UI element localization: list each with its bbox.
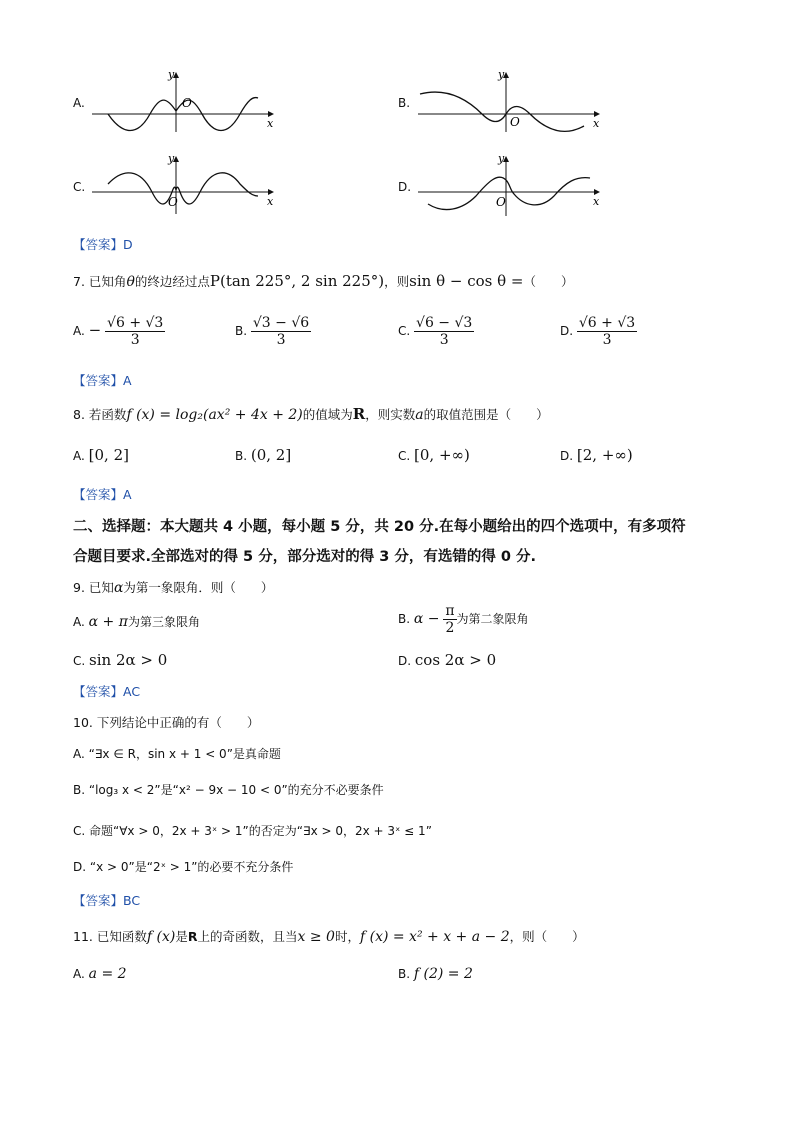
fraction: $\frac{√3 - √6}{3}$: [252, 315, 310, 348]
graph-d-x: x: [593, 195, 600, 208]
q11-text: 是: [175, 929, 188, 944]
q7-option-b[interactable]: [235, 315, 311, 348]
q11-stem: [73, 927, 585, 945]
q8-option-b[interactable]: [235, 446, 291, 464]
graph-a-y: y: [168, 68, 175, 81]
option-label: C.: [73, 654, 86, 668]
answer-value: A: [123, 487, 132, 502]
q7-option-a[interactable]: [73, 315, 165, 348]
option-label: B.: [235, 324, 248, 338]
option-label: A.: [73, 324, 85, 338]
graph-b-label: B.: [398, 96, 411, 110]
answer-value: AC: [123, 684, 141, 699]
q9-stem: [73, 578, 273, 596]
q7-stem: [73, 272, 573, 290]
graph-c-y: y: [168, 152, 175, 165]
option-label: B.: [398, 612, 411, 626]
option-label: D.: [560, 324, 574, 338]
option-label: C.: [398, 449, 411, 463]
graph-b-y: y: [498, 68, 505, 81]
answer-tag: 【答案】: [73, 237, 124, 252]
q10-answer: [73, 891, 140, 909]
graph-c-x: x: [267, 195, 274, 208]
graph-c: [88, 150, 288, 220]
q7-point: P(tan 225°, 2 sin 225°): [209, 272, 385, 290]
q11-text: ，则（ ）: [509, 929, 585, 944]
section-heading-line2: 合题目要求.全部选对的得 5 分，部分选对的得 3 分，有选错的得 0 分.: [73, 549, 537, 565]
option-math: sin 2α > 0: [89, 651, 168, 669]
q9-option-b[interactable]: [398, 603, 529, 636]
graph-d-label: D.: [398, 180, 412, 194]
question-number: 10.: [73, 715, 93, 730]
graph-c-label: C.: [73, 180, 86, 194]
q11-text: 时，: [334, 929, 360, 944]
graph-a: [88, 66, 288, 136]
answer-tag: 【答案】: [73, 487, 124, 502]
answer-value: BC: [123, 893, 141, 908]
graph-c-origin: O: [168, 195, 178, 209]
q10-option-b[interactable]: B. “log₃ x < 2”是“x² − 9x − 10 < 0”的充分不必要条件: [73, 783, 384, 797]
q9-text: 为第一象限角．则（ ）: [123, 580, 274, 595]
option-value: (0, 2]: [250, 446, 292, 464]
q11-R: R: [187, 929, 198, 944]
option-label: B.: [235, 449, 248, 463]
q8-R: R: [352, 405, 366, 423]
graph-d: [414, 150, 614, 220]
q9-option-c[interactable]: [73, 651, 167, 669]
q8-answer: [73, 485, 132, 503]
q7-paren: （ ）: [523, 274, 574, 289]
option-label: B.: [398, 967, 411, 981]
option-label: A.: [73, 615, 85, 629]
option-text: 为第二象限角: [456, 612, 529, 626]
question-number: 9.: [73, 580, 85, 595]
q11-expr: f (x) = x² + x + a − 2: [359, 929, 510, 945]
fraction: $\frac{\pi}{2}$: [445, 603, 455, 636]
section-heading-line1: 二、选择题：本大题共 4 小题，每小题 5 分，共 20 分.在每小题给出的四个选项中，有多项符: [73, 519, 686, 535]
option-math: a = 2: [88, 966, 127, 982]
option-value: [0, 2]: [88, 446, 129, 464]
q8-stem: [73, 405, 549, 423]
q9-alpha: α: [113, 580, 124, 596]
q11-text: 上的奇函数，且当: [197, 929, 298, 944]
q9-option-d[interactable]: [398, 651, 496, 669]
option-math: f (2) = 2: [413, 966, 473, 982]
q8-text: 若函数: [88, 407, 127, 422]
q7-expr: sin θ − cos θ =: [409, 272, 524, 290]
fraction: $\frac{√6 + √3}{3}$: [107, 315, 164, 348]
q8-option-a[interactable]: [73, 446, 129, 464]
q6-answer: [73, 235, 133, 253]
graph-a-origin: O: [182, 96, 192, 110]
q8-text: 的取值范围是（ ）: [423, 407, 549, 422]
q10-option-a[interactable]: A. “∃x ∈ R，sin x + 1 < 0”是真命题: [73, 747, 281, 761]
question-number: 11.: [73, 929, 93, 944]
q10-option-c[interactable]: C. 命题“∀x > 0，2x + 3ˣ > 1”的否定为“∃x > 0，2x + 3ˣ ≤ 1”: [73, 824, 432, 838]
option-label: C.: [398, 324, 411, 338]
graph-b-origin: O: [510, 115, 520, 129]
q7-text: 的终边经过点: [134, 274, 210, 289]
fraction: $\frac{√6 - √3}{3}$: [416, 315, 473, 348]
option-math: cos 2α > 0: [414, 651, 497, 669]
q7-option-c[interactable]: [398, 315, 474, 348]
option-math: α + π: [88, 614, 128, 630]
option-value: [2, +∞): [576, 446, 633, 464]
q10-stem: [73, 713, 259, 731]
option-label: D.: [398, 654, 412, 668]
q8-a: a: [415, 407, 424, 423]
question-number: 8.: [73, 407, 85, 422]
q7-text: ，则: [384, 274, 410, 289]
graph-b-x: x: [593, 117, 600, 130]
option-math: α −: [413, 611, 440, 627]
option-text: 为第三象限角: [127, 615, 200, 629]
q7-answer: [73, 371, 132, 389]
q7-text: 已知角: [88, 274, 127, 289]
fraction: $\frac{√6 + √3}{3}$: [578, 315, 636, 348]
graph-b: [414, 66, 614, 136]
q11-text: 已知函数: [96, 929, 147, 944]
q7-theta: θ: [126, 274, 135, 290]
option-sign: −: [88, 321, 102, 339]
graph-d-y: y: [498, 152, 505, 165]
q8-text: ，则实数: [365, 407, 416, 422]
answer-tag: 【答案】: [73, 684, 124, 699]
option-label: A.: [73, 967, 85, 981]
q10-option-d[interactable]: D. “x > 0”是“2ˣ > 1”的必要不充分条件: [73, 860, 294, 874]
q7-option-d[interactable]: [560, 315, 637, 348]
q9-text: 已知: [88, 580, 114, 595]
answer-tag: 【答案】: [73, 893, 124, 908]
question-number: 7.: [73, 274, 85, 289]
q9-option-a[interactable]: [73, 613, 200, 630]
q11-option-b[interactable]: [398, 966, 473, 982]
q10-text: 下列结论中正确的有（ ）: [96, 715, 260, 730]
q8-function: f (x) = log₂(ax² + 4x + 2): [126, 407, 303, 423]
q8-option-c[interactable]: [398, 446, 470, 464]
graph-a-label: A.: [73, 96, 85, 110]
q11-option-a[interactable]: [73, 966, 127, 982]
answer-value: A: [123, 373, 132, 388]
graph-a-x: x: [267, 117, 274, 130]
graph-d-origin: O: [496, 195, 506, 209]
q11-cond: x ≥ 0: [297, 929, 335, 945]
option-value: [0, +∞): [414, 446, 470, 464]
answer-tag: 【答案】: [73, 373, 124, 388]
q11-f: f (x): [146, 929, 176, 945]
q9-answer: [73, 682, 140, 700]
q8-text: 的值域为: [302, 407, 353, 422]
option-label: D.: [560, 449, 574, 463]
q8-option-d[interactable]: [560, 446, 633, 464]
answer-value: D: [123, 237, 133, 252]
option-label: A.: [73, 449, 85, 463]
